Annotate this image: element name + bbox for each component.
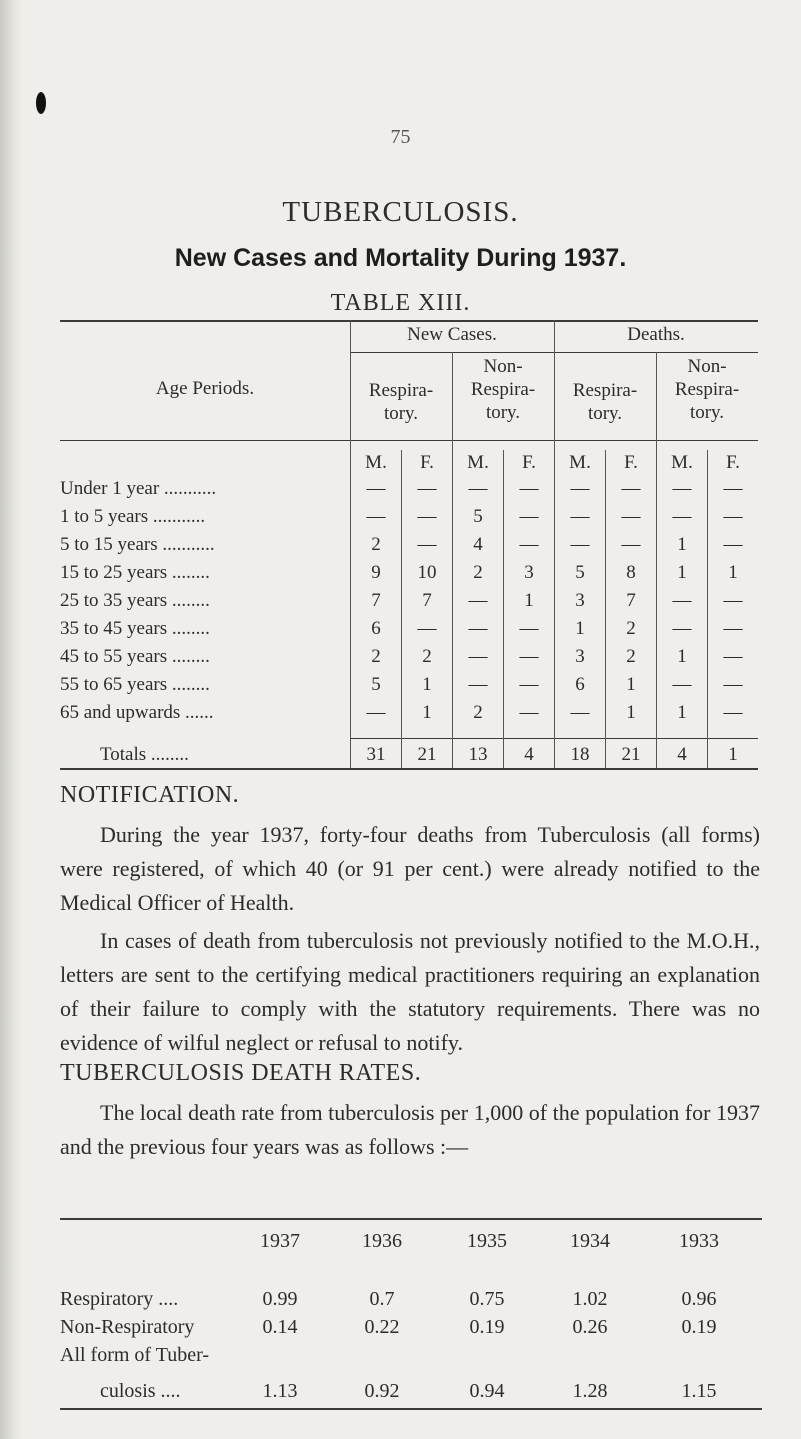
table-cell: — [672, 674, 692, 695]
year-header: 1937 [260, 1230, 300, 1252]
table-cell: 8 [626, 562, 636, 583]
year-header: 1933 [679, 1230, 719, 1252]
header-line: Respira- [572, 380, 638, 401]
table-cell: — [672, 506, 692, 527]
rate-cell: 0.19 [469, 1316, 505, 1338]
table-cell: — [672, 478, 692, 499]
table-cell: — [468, 478, 488, 499]
header-line: tory. [485, 401, 521, 423]
rate-cell: 0.96 [681, 1288, 717, 1310]
page-subtitle: New Cases and Mortality During 1937. [174, 244, 627, 272]
rate-cell: 0.75 [469, 1288, 505, 1310]
sex-divider [503, 450, 504, 768]
table-top-rule [60, 320, 758, 322]
header-line: tory. [587, 402, 623, 424]
rate-cell: 1.02 [572, 1288, 608, 1310]
totals-cell: 1 [728, 744, 738, 765]
year-header: 1935 [467, 1230, 507, 1252]
deaths-resp-header [554, 380, 656, 426]
table-cell: 9 [371, 562, 381, 583]
table-cell: — [468, 618, 488, 639]
sex-divider [401, 450, 402, 768]
sex-header-f: F. [420, 452, 434, 473]
table-cell: — [570, 702, 590, 723]
table-cell: — [519, 646, 539, 667]
table-cell: — [417, 506, 437, 527]
totals-label: Totals ........ [100, 744, 189, 765]
row-label: 1 to 5 years ........... [60, 506, 206, 527]
header-line: tory. [383, 402, 419, 424]
table-cell: — [417, 618, 437, 639]
deaths-nonresp-header [656, 356, 758, 424]
row-label: 55 to 65 years ........ [60, 674, 210, 695]
table-cell: 1 [677, 702, 687, 723]
table-cell: 1 [677, 534, 687, 555]
row-label: 5 to 15 years ........... [60, 534, 215, 555]
header-line: Respira- [368, 380, 434, 401]
rate-cell: 0.92 [364, 1380, 400, 1402]
page-number: 75 [390, 126, 411, 148]
table-cell: — [570, 506, 590, 527]
totals-cell: 4 [677, 744, 687, 765]
table-cell: — [468, 590, 488, 611]
table-cell: — [366, 702, 386, 723]
table-cell: — [519, 702, 539, 723]
table-label: TABLE XIII. [330, 290, 471, 316]
table-cell: 2 [473, 562, 483, 583]
notification-heading: NOTIFICATION. [60, 782, 240, 808]
year-header: 1936 [362, 1230, 402, 1252]
header-line: Respira- [674, 378, 740, 400]
row-label: 35 to 45 years ........ [60, 618, 210, 639]
table-cell: — [723, 618, 743, 639]
age-periods-header: Age Periods. [155, 378, 255, 399]
sex-divider [707, 450, 708, 768]
table-cell: — [723, 646, 743, 667]
table-cell: — [366, 506, 386, 527]
sex-header-f: F. [726, 452, 740, 473]
rate-cell: 1.13 [262, 1380, 298, 1402]
table-cell: — [468, 646, 488, 667]
table-cell: — [570, 534, 590, 555]
table-cell: 3 [575, 590, 585, 611]
table-cell: — [723, 534, 743, 555]
table-cell: 10 [417, 562, 437, 583]
row-label: Under 1 year ........... [60, 478, 217, 499]
table-cell: — [723, 674, 743, 695]
table-cell: — [723, 478, 743, 499]
table-cell: — [417, 534, 437, 555]
rates-top-rule [60, 1218, 762, 1220]
totals-cell: 31 [366, 744, 386, 765]
table-cell: 1 [677, 646, 687, 667]
row-label: 15 to 25 years ........ [60, 562, 210, 583]
rate-cell: 0.94 [469, 1380, 505, 1402]
new-cases-mortality-table [60, 320, 758, 770]
header-line: Respira- [470, 378, 536, 400]
new-resp-header [350, 380, 452, 426]
totals-cell: 4 [524, 744, 534, 765]
rate-cell: 1.28 [572, 1380, 608, 1402]
table-cell: 2 [371, 534, 381, 555]
rate-cell: 0.22 [364, 1316, 400, 1338]
table-cell: 5 [473, 506, 483, 527]
new-nonresp-header [452, 356, 554, 424]
table-cell: 2 [626, 646, 636, 667]
header-line: Non- [687, 356, 727, 377]
table-cell: 3 [524, 562, 534, 583]
table-cell: — [417, 478, 437, 499]
table-cell: — [672, 590, 692, 611]
header-rule [60, 440, 758, 441]
sex-header-m: M. [569, 452, 591, 473]
table-cell: 7 [422, 590, 432, 611]
deaths-header: Deaths. [627, 324, 685, 345]
table-cell: — [723, 702, 743, 723]
table-cell: — [519, 618, 539, 639]
table-cell: 4 [473, 534, 483, 555]
page-title: TUBERCULOSIS. [282, 196, 519, 228]
table-cell: 7 [626, 590, 636, 611]
table-cell: 2 [473, 702, 483, 723]
death-rates-intro: The local death rate from tuberculosis per 1,000 of the population for 1937 and the previous four years was as follows :— [60, 1100, 760, 1159]
rate-row-label: All form of Tuber- [60, 1344, 210, 1366]
table-cell: 2 [626, 618, 636, 639]
sex-header-m: M. [467, 452, 489, 473]
rate-cell: 0.19 [681, 1316, 717, 1338]
totals-cell: 21 [417, 744, 437, 765]
rate-row-label: Respiratory .... [60, 1288, 179, 1310]
new-cases-header: New Cases. [407, 324, 497, 345]
sex-header-f: F. [624, 452, 638, 473]
totals-cell: 18 [570, 744, 590, 765]
header-line: Non- [483, 356, 523, 377]
table-cell: 6 [371, 618, 381, 639]
sex-divider [605, 450, 606, 768]
rate-row-label: Non-Respiratory [60, 1316, 195, 1338]
rate-cell: 0.14 [262, 1316, 298, 1338]
notification-paragraph-1: During the year 1937, forty-four deaths from Tuberculosis (all forms) were registered, of which 40 (or 91 per cent.) were already notified to the Medical Officer of Health. [60, 822, 760, 915]
row-label: 45 to 55 years ........ [60, 646, 210, 667]
totals-cell: 21 [621, 744, 641, 765]
table-cell: 6 [575, 674, 585, 695]
table-cell: 1 [575, 618, 585, 639]
table-cell: — [519, 534, 539, 555]
table-cell: 1 [728, 562, 738, 583]
rate-row-label-continued: culosis .... [100, 1380, 181, 1402]
table-cell: — [621, 534, 641, 555]
rate-cell: 0.26 [572, 1316, 608, 1338]
table-cell: — [723, 590, 743, 611]
table-cell: — [366, 478, 386, 499]
table-cell: — [621, 478, 641, 499]
rate-cell: 1.15 [681, 1380, 717, 1402]
year-header: 1934 [570, 1230, 610, 1252]
death-rates-heading: TUBERCULOSIS DEATH RATES. [60, 1060, 422, 1086]
header-line: tory. [689, 401, 725, 423]
table-cell: 1 [524, 590, 534, 611]
table-cell: 5 [575, 562, 585, 583]
totals-cell: 13 [468, 744, 488, 765]
rate-cell: 0.7 [369, 1288, 395, 1310]
table-cell: 7 [371, 590, 381, 611]
table-cell: — [723, 506, 743, 527]
table-cell: — [519, 478, 539, 499]
notification-paragraph-2: In cases of death from tuberculosis not previously notified to the M.O.H., letters are sent to the certifying medical practitioners requiring an explanation of their failure to comply with the statutory requirements. There was no evidence of wilful neglect or refusal to notify. [60, 928, 760, 1055]
table-cell: 1 [422, 702, 432, 723]
table-bottom-rule [60, 768, 758, 770]
row-label: 25 to 35 years ........ [60, 590, 210, 611]
table-cell: — [570, 478, 590, 499]
table-cell: 2 [371, 646, 381, 667]
sex-header-f: F. [522, 452, 536, 473]
table-cell: 1 [677, 562, 687, 583]
rates-bottom-rule [60, 1408, 762, 1410]
table-cell: — [621, 506, 641, 527]
table-cell: 2 [422, 646, 432, 667]
table-cell: 5 [371, 674, 381, 695]
rate-cell: 0.99 [262, 1288, 298, 1310]
table-cell: 1 [626, 674, 636, 695]
row-label: 65 and upwards ...... [60, 702, 214, 723]
table-cell: 1 [626, 702, 636, 723]
table-cell: — [672, 618, 692, 639]
table-cell: 3 [575, 646, 585, 667]
table-cell: — [519, 506, 539, 527]
table-cell: 1 [422, 674, 432, 695]
sex-header-m: M. [671, 452, 693, 473]
table-cell: — [468, 674, 488, 695]
sex-header-m: M. [365, 452, 387, 473]
table-cell: — [519, 674, 539, 695]
ink-blot [36, 92, 46, 114]
